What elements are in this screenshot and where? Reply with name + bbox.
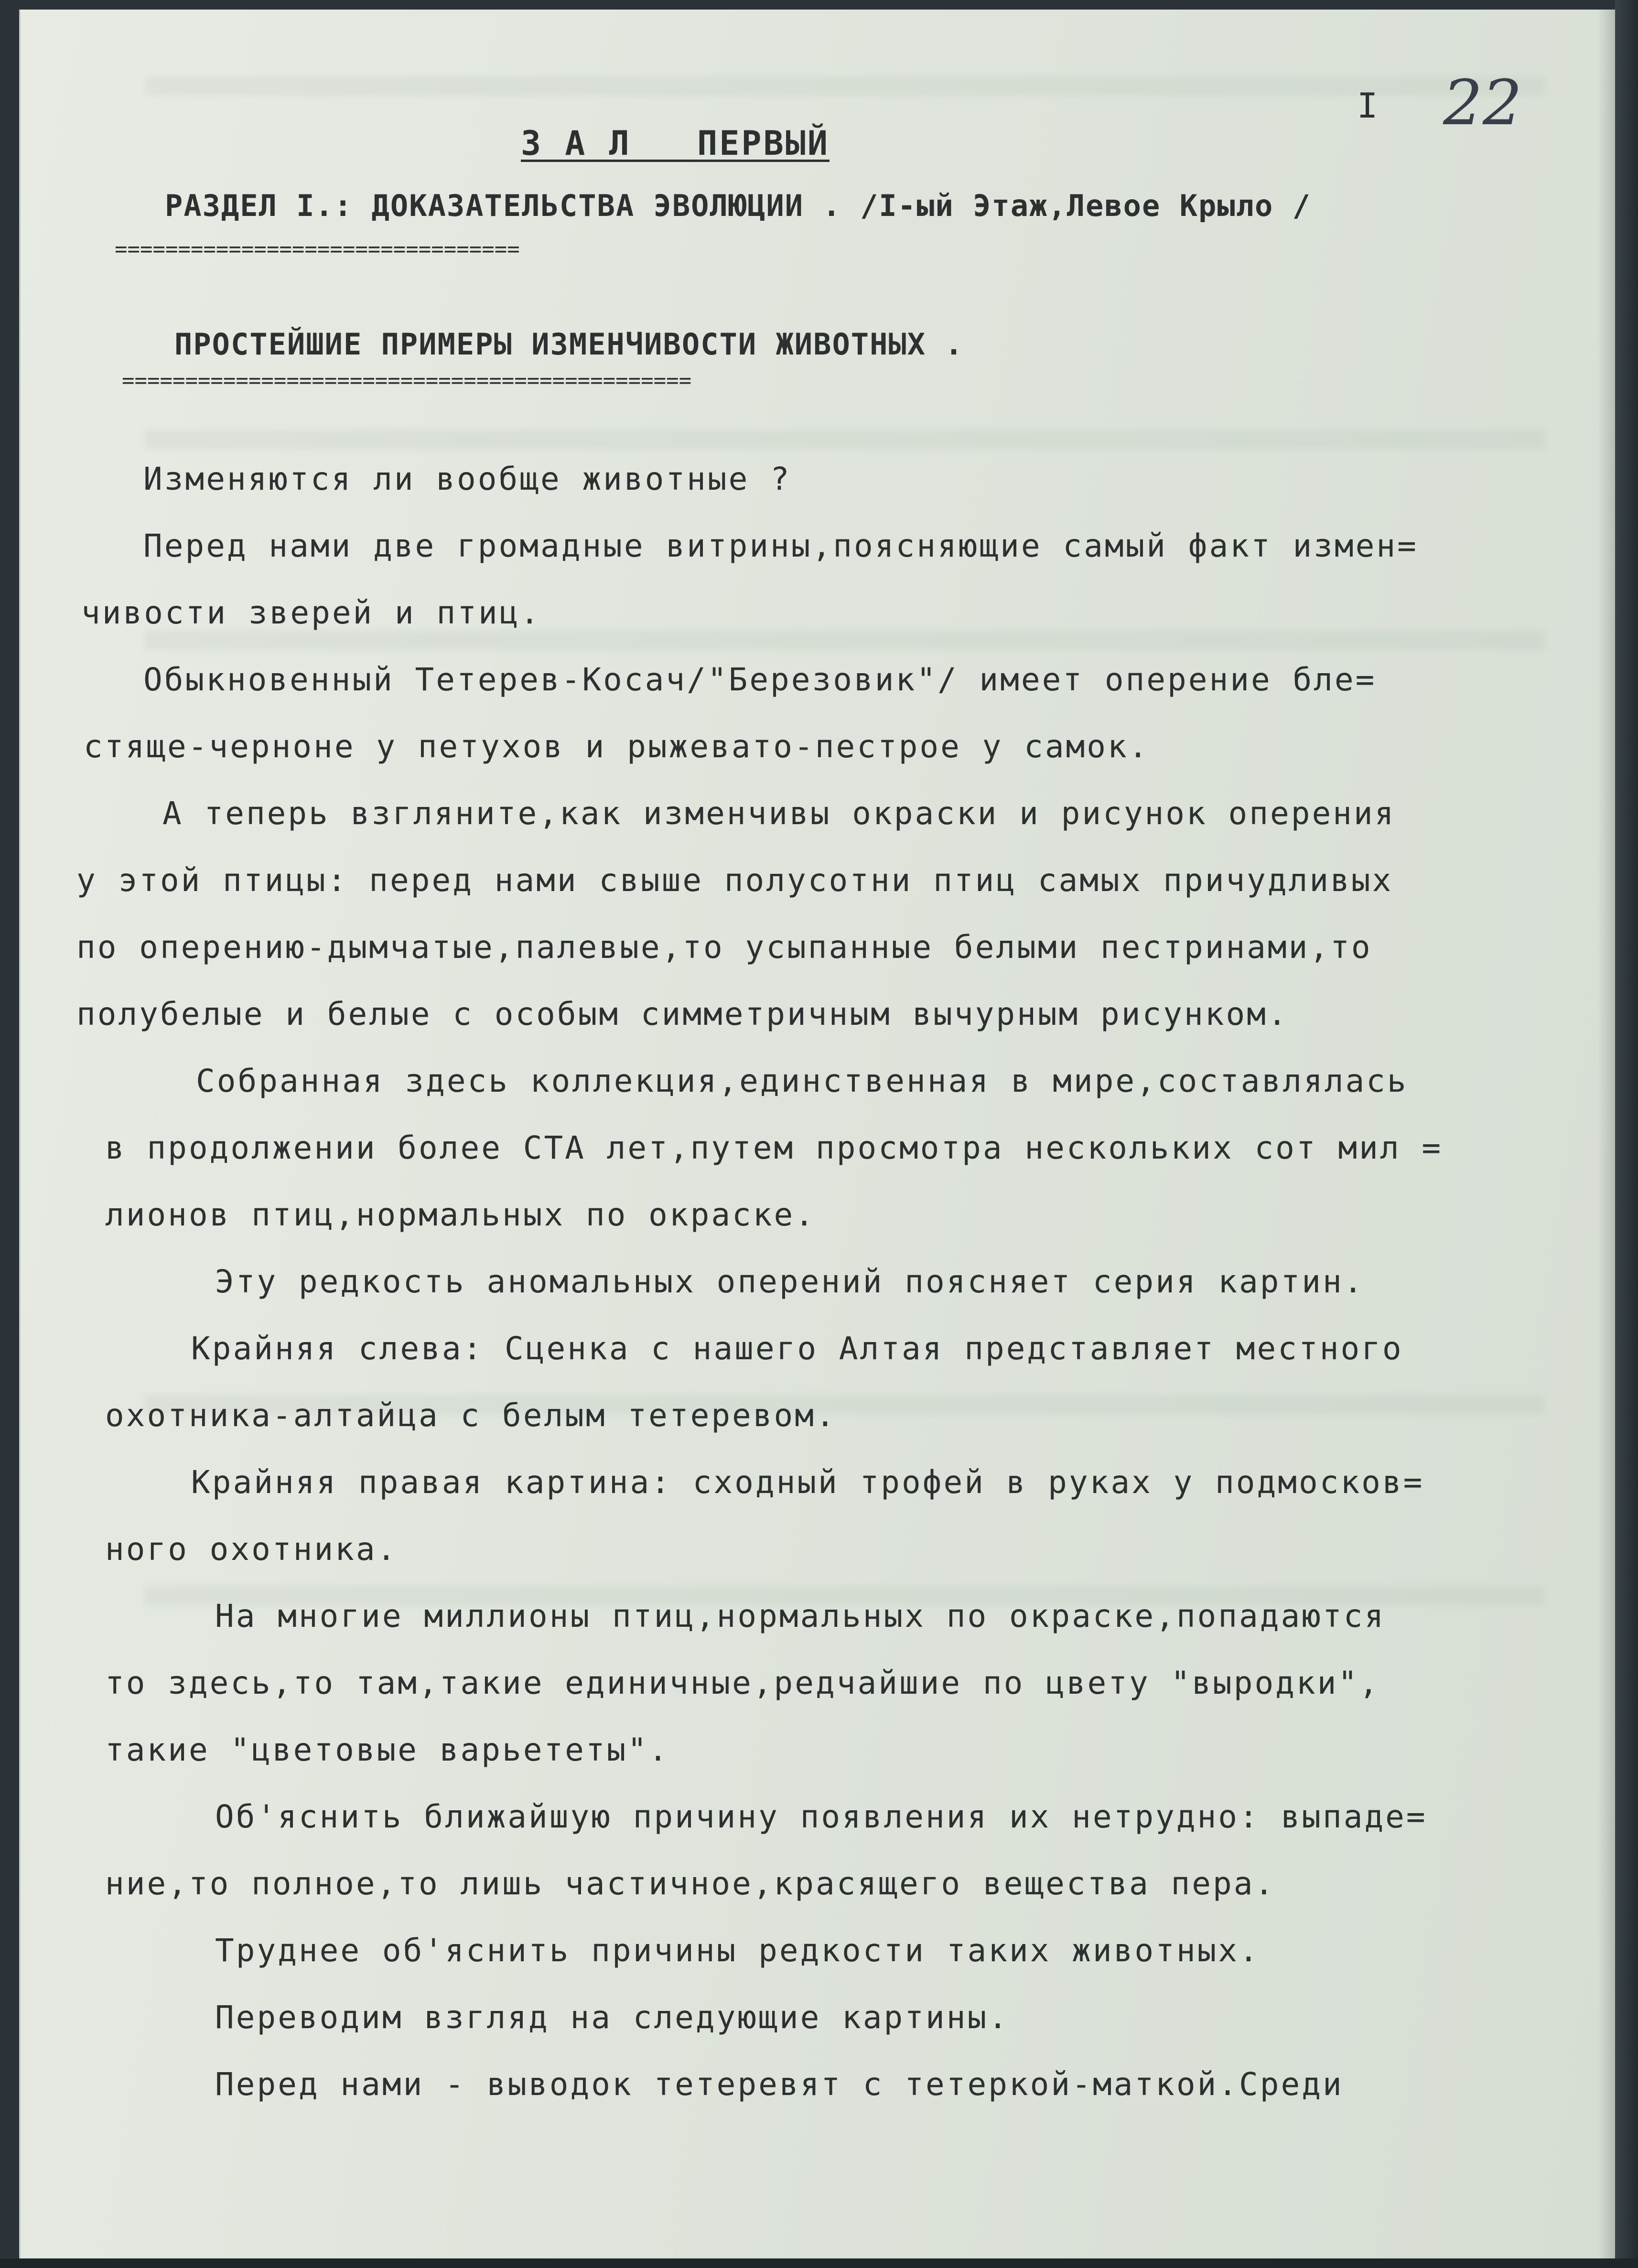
page-edge-shadow [1615, 0, 1638, 2268]
paragraph-line: у этой птицы: перед нами свыше полусотни птиц самых причудливых [76, 862, 1393, 899]
paragraph-line: Труднее об'яснить причины редкости таких животных. [215, 1932, 1260, 1969]
bleed-through-trace [145, 430, 1545, 449]
paragraph-line: А теперь взгляните,как изменчивы окраски и рисунок оперения [162, 795, 1396, 832]
paragraph-line: Переводим взгляд на следующие картины. [215, 1999, 1009, 2036]
section-heading-rule: ================================ [115, 239, 520, 260]
paragraph-line: по оперению-дымчатые,палевые,то усыпанные белыми пестринами,то [76, 929, 1372, 966]
paragraph-line: Перед нами две громадные витрины,поясняющие самый факт измен= [143, 527, 1418, 564]
paragraph-line: Крайняя правая картина: сходный трофей в руках у подмосков= [191, 1464, 1424, 1501]
section-heading: РАЗДЕЛ I.: ДОКАЗАТЕЛЬСТВА ЭВОЛЮЦИИ . /I-ый Этаж,Левое Крыло / [165, 188, 1311, 223]
folio-number-handwritten: 22 [1443, 66, 1522, 139]
paragraph-line: в продолжении более СТА лет,путем просмотра нескольких сот мил = [105, 1129, 1443, 1166]
paragraph-line: Обыкновенный Тетерев-Косач/"Березовик"/ имеет оперение бле= [143, 661, 1377, 698]
paragraph-line: стяще-черноне у петухов и рыжевато-пестрое у самок. [84, 728, 1150, 765]
paragraph-line: полубелые и белые с особым симметричным вычурным рисунком. [76, 996, 1289, 1032]
paragraph-line: Эту редкость аномальных оперений поясняет серия картин. [215, 1263, 1365, 1300]
bleed-through-trace [145, 631, 1545, 650]
bleed-through-trace [145, 76, 1545, 96]
paragraph-line: Изменяются ли вообще животные ? [143, 461, 791, 497]
paragraph-line: такие "цветовые варьететы". [105, 1731, 669, 1768]
paragraph-line: Собранная здесь коллекция,единственная в мире,составлялась [196, 1063, 1408, 1099]
paragraph-line: ного охотника. [105, 1531, 398, 1568]
paragraph-line: На многие миллионы птиц,нормальных по окраске,попадаются [215, 1598, 1386, 1634]
page-marker: I [1357, 86, 1380, 126]
paragraph-line: лионов птиц,нормальных по окраске. [105, 1196, 816, 1233]
hall-title: З А Л ПЕРВЫЙ [521, 124, 830, 163]
paragraph-line: Крайняя слева: Сценка с нашего Алтая представляет местного [191, 1330, 1403, 1367]
paragraph-line: ние,то полное,то лишь частичное,красящего вещества пера. [105, 1865, 1276, 1902]
paragraph-line: чивости зверей и птиц. [81, 594, 541, 631]
paragraph-line: Об'яснить ближайшую причину появления их нетрудно: выпаде= [215, 1798, 1427, 1835]
paragraph-line: то здесь,то там,такие единичные,редчайшие по цвету "выродки", [105, 1665, 1380, 1701]
paragraph-line: Перед нами - выводок тетеревят с тетеркой-маткой.Среди [215, 2066, 1344, 2103]
subheading-rule: ============================================= [122, 370, 692, 391]
paragraph-line: охотника-алтайца с белым тетеревом. [105, 1397, 837, 1434]
page-bottom-edge [0, 2258, 1638, 2268]
subheading: ПРОСТЕЙШИЕ ПРИМЕРЫ ИЗМЕНЧИВОСТИ ЖИВОТНЫХ . [174, 327, 964, 362]
